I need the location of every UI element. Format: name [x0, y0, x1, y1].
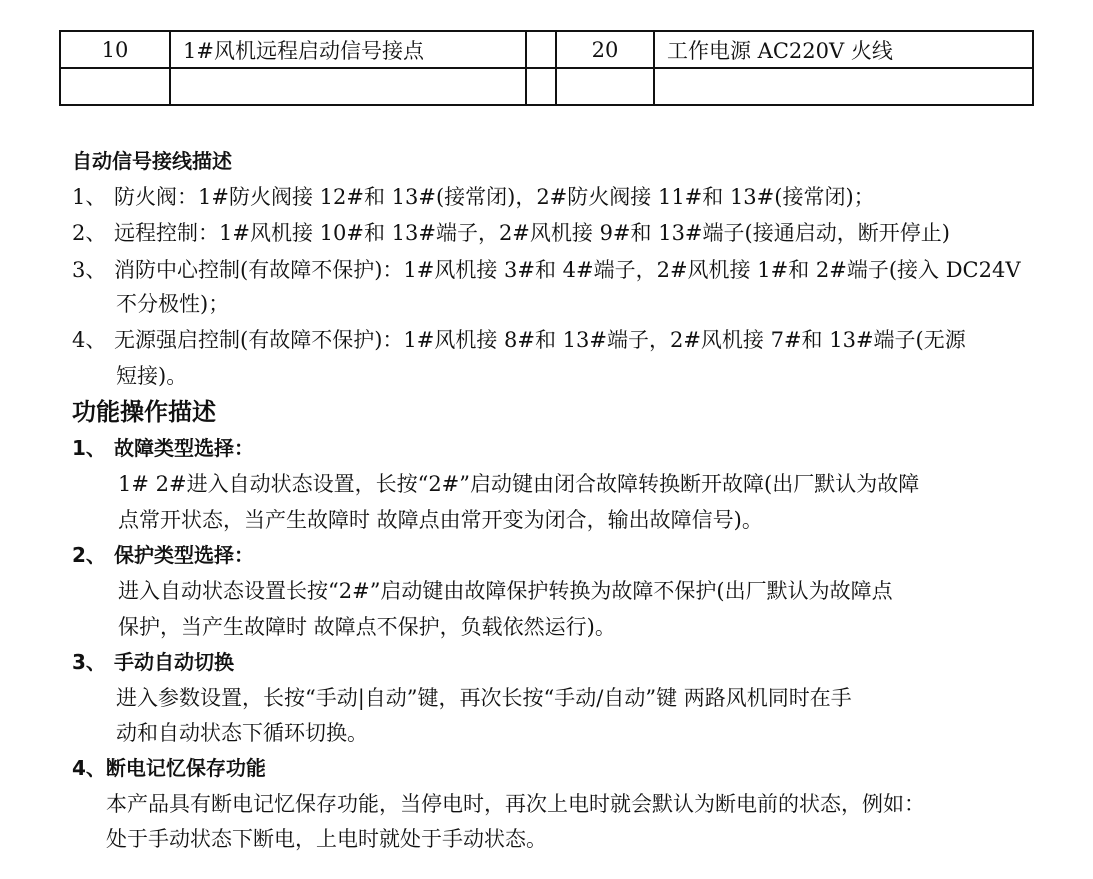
subsection-marker: 1、: [72, 436, 106, 460]
terminal-table: [59, 30, 1034, 106]
list-item-text: 防火阀：1#防火阀接 12#和 13#(接常闭)，2#防火阀接 11#和 13#(接常闭)；: [114, 185, 875, 209]
list-item: [72, 330, 966, 351]
paragraph-line: 进入参数设置，长按“手动|自动”键，再次长按“手动/自动”键 两路风机同时在手: [116, 686, 852, 710]
subsection-marker: 3、: [72, 650, 106, 674]
paragraph-line: 处于手动状态下断电，上电时就处于手动状态。: [106, 827, 547, 851]
subsection-marker: 4、: [72, 756, 106, 780]
paragraph-line: 本产品具有断电记忆保存功能，当停电时，再次上电时就会默认为断电前的状态，例如：: [106, 792, 925, 816]
paragraph-line: 1# 2#进入自动状态设置，长按“2#”启动键由闭合故障转换断开故障(出厂默认为故障: [118, 472, 920, 496]
subsection-marker: 2、: [72, 543, 106, 567]
paragraph-line: 点常开状态，当产生故障时 故障点由常开变为闭合，输出故障信号)。: [118, 508, 763, 532]
paragraph-line: 进入自动状态设置长按“2#”启动键由故障保护转换为故障不保护(出厂默认为故障点: [118, 579, 893, 603]
list-item-text: 消防中心控制(有故障不保护)：1#风机接 3#和 4#端子，2#风机接 1#和 2#端子(接入 DC24V: [114, 258, 1021, 282]
table-row: [60, 31, 1033, 68]
subsection-heading: [72, 545, 254, 565]
paragraph-line: 动和自动状态下循环切换。: [116, 721, 368, 745]
table-cell-description: 1#风机远程启动信号接点: [170, 31, 526, 68]
subsection-heading: [72, 438, 254, 458]
table-cell-terminal-no: [60, 68, 170, 105]
subsection-title: 手动自动切换: [114, 650, 234, 674]
table-cell-terminal-no: 10: [60, 31, 170, 68]
subsection-title: 断电记忆保存功能: [105, 756, 266, 780]
table-row: [60, 68, 1033, 105]
list-item-continuation: 不分极性)；: [116, 292, 230, 316]
subsection-title: 保护类型选择：: [114, 543, 254, 567]
table-cell-description: 工作电源 AC220V 火线: [654, 31, 1033, 68]
subsection-heading: [72, 652, 234, 672]
list-marker: 3、: [72, 258, 107, 282]
subsection-title: 故障类型选择：: [114, 436, 254, 460]
list-item: [72, 260, 1020, 281]
subsection-heading: [72, 758, 266, 778]
list-marker: 4、: [72, 328, 107, 352]
list-marker: 1、: [72, 185, 107, 209]
list-marker: 2、: [72, 221, 107, 245]
section-heading-wiring: 自动信号接线描述: [72, 149, 232, 173]
table-cell-spacer: [526, 68, 556, 105]
list-item-continuation: 短接)。: [116, 364, 188, 388]
list-item: [72, 187, 875, 208]
table-cell-terminal-no: 20: [556, 31, 654, 68]
list-item-text: 无源强启控制(有故障不保护)：1#风机接 8#和 13#端子，2#风机接 7#和 13#端子(无源: [114, 328, 966, 352]
section-heading-operation: 功能操作描述: [72, 398, 216, 426]
table-cell-terminal-no: [556, 68, 654, 105]
paragraph-line: 保护，当产生故障时 故障点不保护，负载依然运行)。: [118, 615, 616, 639]
table-cell-spacer: [526, 31, 556, 68]
list-item-text: 远程控制：1#风机接 10#和 13#端子，2#风机接 9#和 13#端子(接通启动，断开停止): [114, 221, 950, 245]
table-cell-description: [170, 68, 526, 105]
list-item: [72, 223, 950, 244]
table-cell-description: [654, 68, 1033, 105]
